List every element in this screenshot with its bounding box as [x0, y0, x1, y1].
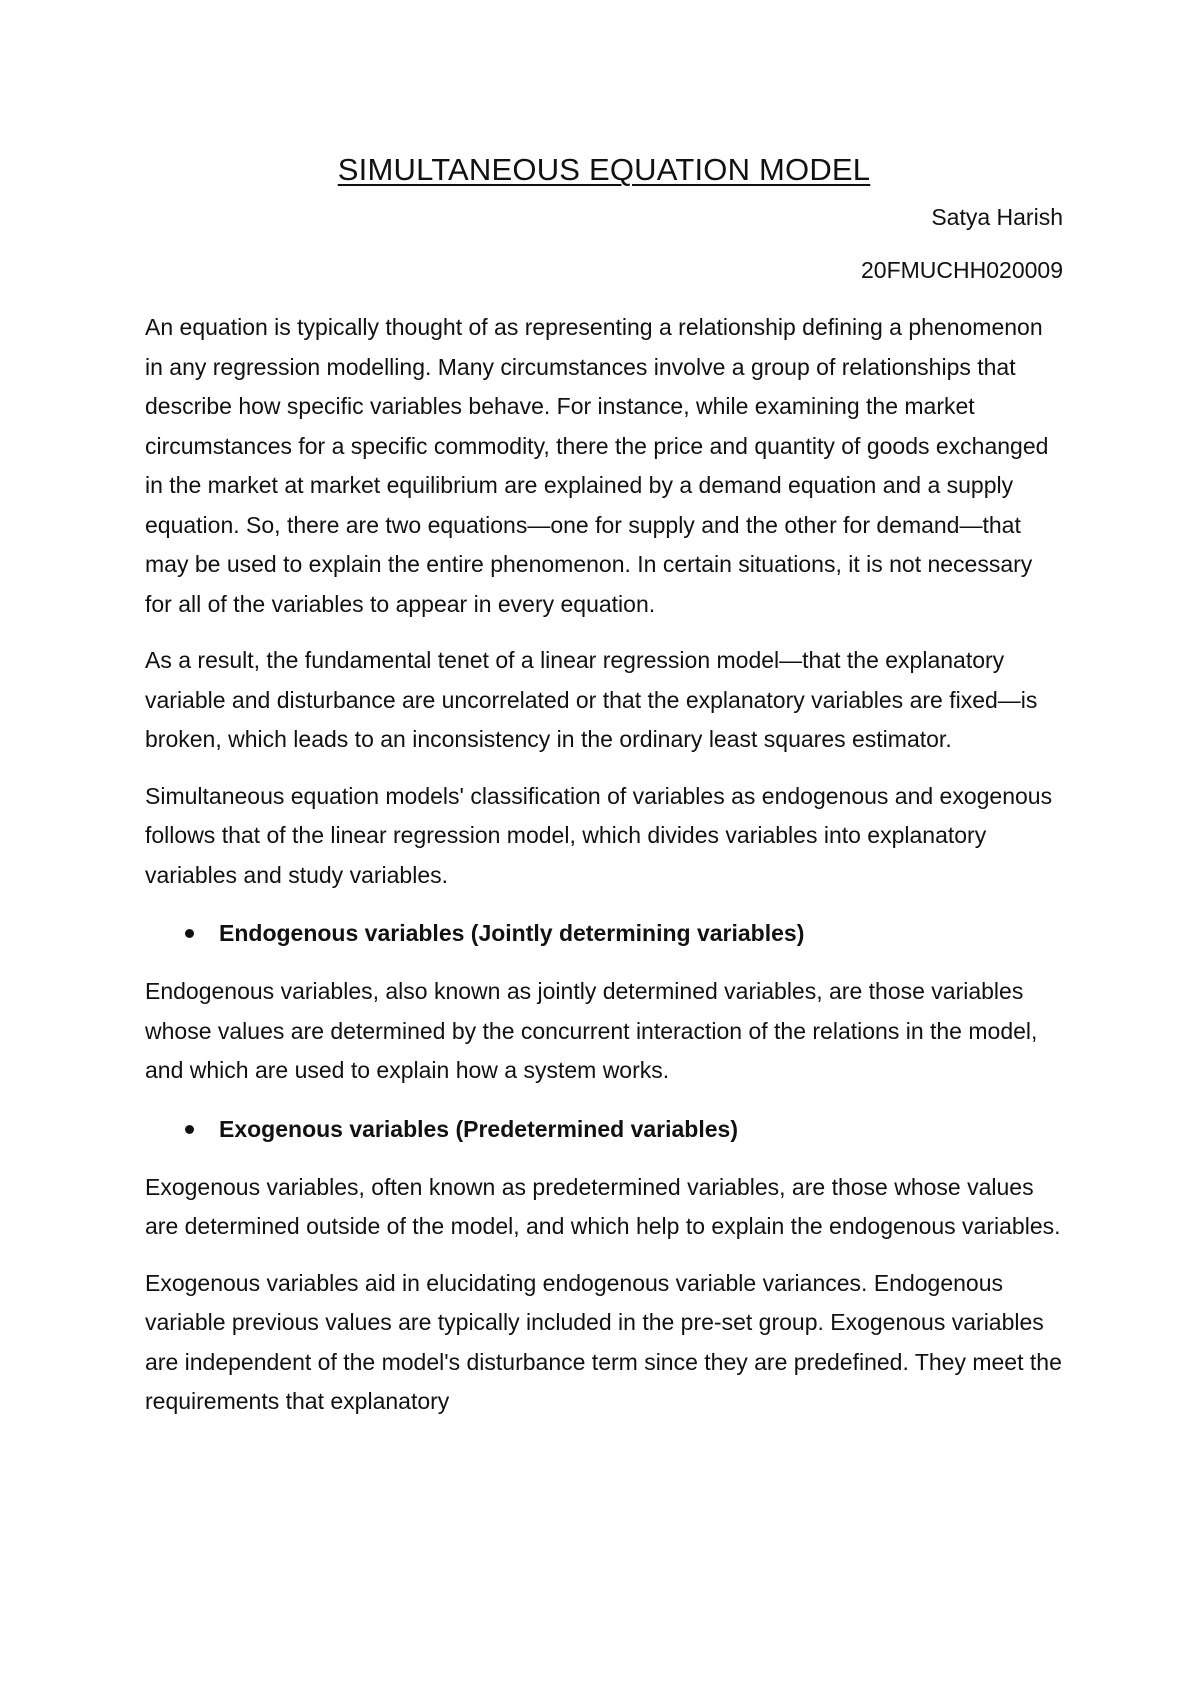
- bullet-dot-icon: [185, 929, 194, 938]
- document-body: [145, 150, 1063, 1439]
- paragraph-ols-consequence: As a result, the fundamental tenet of a linear regression model—that the explanatory variable and disturbance are uncorrelated or that the explanatory variables are fixed—is broken, which leads to an inconsistency in the ordinary least squares estimator.: [145, 647, 1038, 752]
- paragraph-exogenous: Exogenous variables, often known as predetermined variables, are those whose values are determined outside of the model, and which help to explain the endogenous variables.: [145, 1173, 1061, 1239]
- author-name: Satya Harish: [931, 204, 1063, 230]
- bullet-endogenous: [145, 918, 1063, 948]
- document-title: SIMULTANEOUS EQUATION MODEL: [337, 152, 871, 187]
- bullet-exogenous-label: Exogenous variables (Predetermined variables): [219, 1115, 738, 1142]
- paragraph-endogenous: Endogenous variables, also known as jointly determined variables, are those variables whose values are determined by the concurrent interaction of the relations in the model, and which are used to explain how a system works.: [145, 978, 1038, 1083]
- bullet-dot-icon: [185, 1125, 194, 1134]
- bullet-exogenous: [145, 1114, 1063, 1144]
- bullet-endogenous-label: Endogenous variables (Jointly determining variables): [219, 920, 805, 946]
- paragraph-final: Exogenous variables aid in elucidating endogenous variable variances. Endogenous variable previous values are typically included in the pre-set group. Exogenous variables are independent of the model's disturbance term since they are predefined. They meet the requirements that explanatory: [145, 1269, 1062, 1414]
- student-id: 20FMUCHH020009: [861, 257, 1063, 283]
- paragraph-intro: An equation is typically thought of as representing a relationship defining a phenomenon in any regression modelling. Many circumstances involve a group of relationships that describe how specific variables behave. For instance, while examining the market circumstances for a specific commodity, there the price and quantity of goods exchanged in the market at market equilibrium are explained by a demand equation and a supply equation. So, there are two equations—one for supply and the other for demand—that may be used to explain the entire phenomenon. In certain situations, it is not necessary for all of the variables to appear in every equation.: [145, 314, 1049, 617]
- paragraph-classification: Simultaneous equation models' classification of variables as endogenous and exogenous follows that of the linear regression model, which divides variables into explanatory variables and study variables.: [145, 782, 1053, 888]
